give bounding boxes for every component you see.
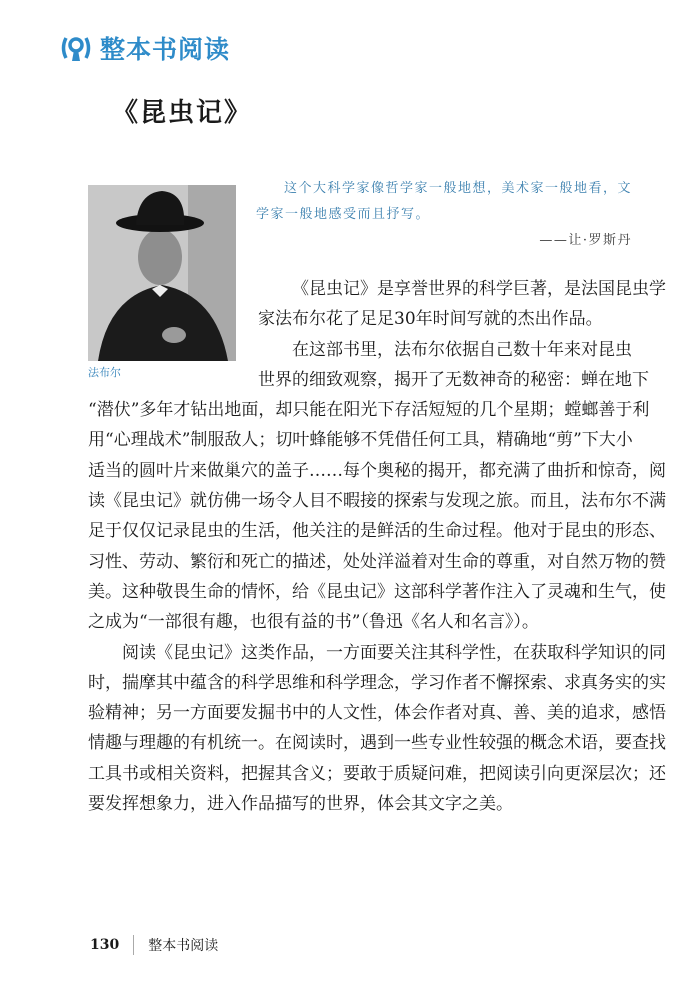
- body-text: [88, 274, 666, 819]
- footer-divider: [133, 935, 134, 955]
- text-line: 验精神；另一方面要发掘书中的人文性，体会作者对真、善、美的追求，感悟: [88, 703, 666, 724]
- reading-badge-icon: [60, 33, 92, 63]
- text-line: 读《昆虫记》就仿佛一场令人目不暇接的探索与发现之旅。而且，法布尔不满: [88, 491, 666, 512]
- text-line: 在这部书里，法布尔依据自己数十年来对昆虫: [292, 339, 632, 360]
- text-line: 《昆虫记》是享誉世界的科学巨著，是法国昆虫学: [292, 279, 666, 299]
- text-line: 时，揣摩其中蕴含的科学思维和科学理念，学习作者不懈探索、求真务实的实: [88, 672, 666, 693]
- text-line: 工具书或相关资料，把握其含义；要敢于质疑问难，把阅读引向更深层次；还: [88, 763, 666, 784]
- text-line: 用“心理战术”制服敌人；切叶蜂能够不凭借任何工具，精确地“剪”下大小: [88, 430, 633, 451]
- text-line: 阅读《昆虫记》这类作品，一方面要关注其科学性，在获取科学知识的同: [122, 642, 666, 663]
- page-footer: [90, 935, 218, 955]
- quote-line: 学家一般地感受而且抒写。: [256, 207, 431, 222]
- book-title: 《昆虫记》: [112, 98, 253, 128]
- section-header: [60, 30, 230, 66]
- footer-section: 整本书阅读: [148, 938, 219, 954]
- section-title: 整本书阅读: [100, 35, 231, 64]
- text-line: 适当的圆叶片来做巢穴的盖子……每个奥秘的揭开，都充满了曲折和惊奇，阅: [88, 460, 666, 481]
- text-line: 习性、劳动、繁衍和死亡的描述，处处洋溢着对生命的尊重，对自然万物的赞: [88, 551, 666, 572]
- photo-caption: 法布尔: [88, 366, 121, 379]
- page-number: 130: [90, 937, 120, 953]
- quote-line: 这个大科学家像哲学家一般地想，美术家一般地看，文: [284, 181, 633, 196]
- text-line: 美。这种敬畏生命的情怀，给《昆虫记》这部科学著作注入了灵魂和生气，使: [88, 581, 666, 602]
- text-line: 足于仅仅记录昆虫的生活，他关注的是鲜活的生命过程。他对于昆虫的形态、: [88, 521, 666, 542]
- text-line: 情趣与理趣的有机统一。在阅读时，遇到一些专业性较强的概念术语，要查找: [88, 733, 666, 754]
- text-line: 之成为“一部很有趣，也很有益的书”（鲁迅《名人和名言》）。: [88, 612, 539, 633]
- quote-source: ——让·罗斯丹: [539, 233, 632, 248]
- epigraph-quote: [256, 176, 632, 254]
- text-line: “潜伏”多年才钻出地面，却只能在阳光下存活短短的几个星期；螳螂善于利: [88, 400, 650, 421]
- text-line: 世界的细致观察，揭开了无数神奇的秘密：蝉在地下: [258, 369, 649, 390]
- text-line: 家法布尔花了足足30年时间写就的杰出作品。: [258, 309, 603, 330]
- text-line: 要发挥想象力，进入作品描写的世界，体会其文字之美。: [88, 794, 513, 815]
